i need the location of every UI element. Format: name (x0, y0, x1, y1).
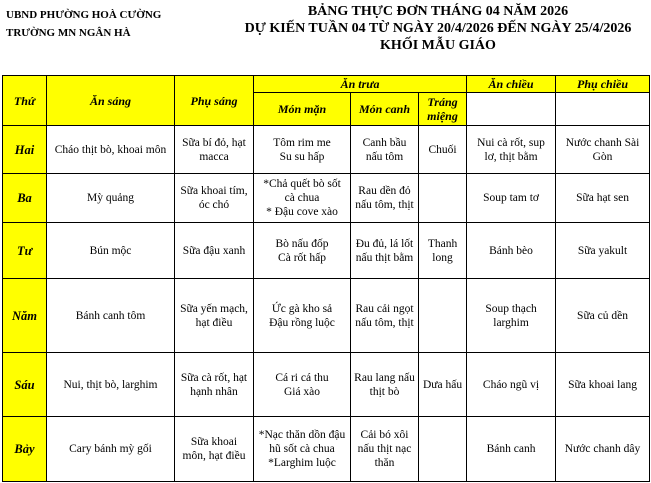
table-row (3, 417, 650, 482)
day-cell: Tư (3, 223, 47, 279)
breakfast-cell: Cary bánh mỳ gối (47, 417, 175, 482)
table-row (3, 353, 650, 417)
afternoon-snack-cell: Nước chanh Sài Gòn (556, 126, 650, 174)
header-lunch-dessert: Tráng miệng (419, 93, 467, 126)
menu-title-block (238, 3, 638, 54)
dessert-cell (419, 174, 467, 223)
salty-dish-cell: Cá ri cá thu Giá xào (254, 353, 351, 417)
soup-cell: Canh bầu nấu tôm (351, 126, 419, 174)
morning-snack-cell: Sữa bí đỏ, hạt macca (175, 126, 254, 174)
header-lunch-salty: Món mặn (254, 93, 351, 126)
afternoon-snack-cell: Sữa củ dền (556, 279, 650, 353)
header-day: Thứ (3, 76, 47, 126)
afternoon-cell: Bánh bèo (467, 223, 556, 279)
afternoon-cell: Bánh canh (467, 417, 556, 482)
afternoon-cell: Cháo ngũ vị (467, 353, 556, 417)
breakfast-cell: Nui, thịt bò, larghim (47, 353, 175, 417)
afternoon-snack-cell: Sữa hạt sen (556, 174, 650, 223)
day-cell: Sáu (3, 353, 47, 417)
header-morning-snack: Phụ sáng (175, 76, 254, 126)
breakfast-cell: Bánh canh tôm (47, 279, 175, 353)
morning-snack-cell: Sữa cà rốt, hạt hạnh nhân (175, 353, 254, 417)
org-district: UBND PHƯỜNG HOÀ CƯỜNG (6, 9, 162, 21)
dessert-cell: Chuối (419, 126, 467, 174)
menu-grade: KHỐI MẪU GIÁO (380, 38, 496, 53)
morning-snack-cell: Sữa đậu xanh (175, 223, 254, 279)
morning-snack-cell: Sữa khoai tím, óc chó (175, 174, 254, 223)
table-row (3, 126, 650, 174)
soup-cell: Cải bó xôi nấu thịt nạc thăn (351, 417, 419, 482)
morning-snack-cell: Sữa yến mạch, hạt điều (175, 279, 254, 353)
dessert-cell: Thanh long (419, 223, 467, 279)
afternoon-snack-cell: Sữa yakult (556, 223, 650, 279)
soup-cell: Rau lang nấu thịt bò (351, 353, 419, 417)
breakfast-cell: Mỳ quảng (47, 174, 175, 223)
breakfast-cell: Cháo thịt bò, khoai môn (47, 126, 175, 174)
header-afternoon-snack: Phụ chiều (556, 76, 650, 93)
dessert-cell (419, 417, 467, 482)
weekly-menu-table (2, 75, 650, 482)
breakfast-cell: Bún mộc (47, 223, 175, 279)
afternoon-cell: Soup thạch larghim (467, 279, 556, 353)
org-school: TRƯỜNG MN NGÂN HÀ (6, 27, 131, 39)
afternoon-cell: Soup tam tơ (467, 174, 556, 223)
table-row (3, 279, 650, 353)
salty-dish-cell: *Chả quết bò sốt cà chua * Đậu cove xào (254, 174, 351, 223)
header-afternoon: Ăn chiều (467, 76, 556, 93)
day-cell: Bảy (3, 417, 47, 482)
header-lunch: Ăn trưa (254, 76, 467, 93)
salty-dish-cell: Ức gà kho sả Đậu rồng luộc (254, 279, 351, 353)
header-breakfast: Ăn sáng (47, 76, 175, 126)
afternoon-snack-cell: Sữa khoai lang (556, 353, 650, 417)
salty-dish-cell: Bò nấu đốp Cà rốt hấp (254, 223, 351, 279)
header-afternoon-snack-blank (556, 93, 650, 126)
afternoon-cell: Nui cà rốt, sup lơ, thịt bằm (467, 126, 556, 174)
soup-cell: Rau cải ngọt nấu tôm, thịt (351, 279, 419, 353)
soup-cell: Rau dền đỏ nấu tôm, thịt (351, 174, 419, 223)
dessert-cell (419, 279, 467, 353)
table-row (3, 174, 650, 223)
dessert-cell: Dưa hấu (419, 353, 467, 417)
day-cell: Năm (3, 279, 47, 353)
soup-cell: Đu đủ, lá lốt nấu thịt bằm (351, 223, 419, 279)
menu-week-range: DỰ KIẾN TUẦN 04 TỪ NGÀY 20/4/2026 ĐẾN NGÀY 25/4/2026 (244, 21, 632, 36)
day-cell: Hai (3, 126, 47, 174)
menu-title: BẢNG THỰC ĐƠN THÁNG 04 NĂM 2026 (307, 4, 569, 19)
salty-dish-cell: Tôm rim me Su su hấp (254, 126, 351, 174)
table-row (3, 223, 650, 279)
header-afternoon-blank (467, 93, 556, 126)
afternoon-snack-cell: Nước chanh dây (556, 417, 650, 482)
header-lunch-soup: Món canh (351, 93, 419, 126)
organization-header (6, 6, 161, 42)
day-cell: Ba (3, 174, 47, 223)
morning-snack-cell: Sữa khoai môn, hạt điều (175, 417, 254, 482)
salty-dish-cell: *Nạc thăn dồn đậu hũ sốt cà chua *Larghim luộc (254, 417, 351, 482)
